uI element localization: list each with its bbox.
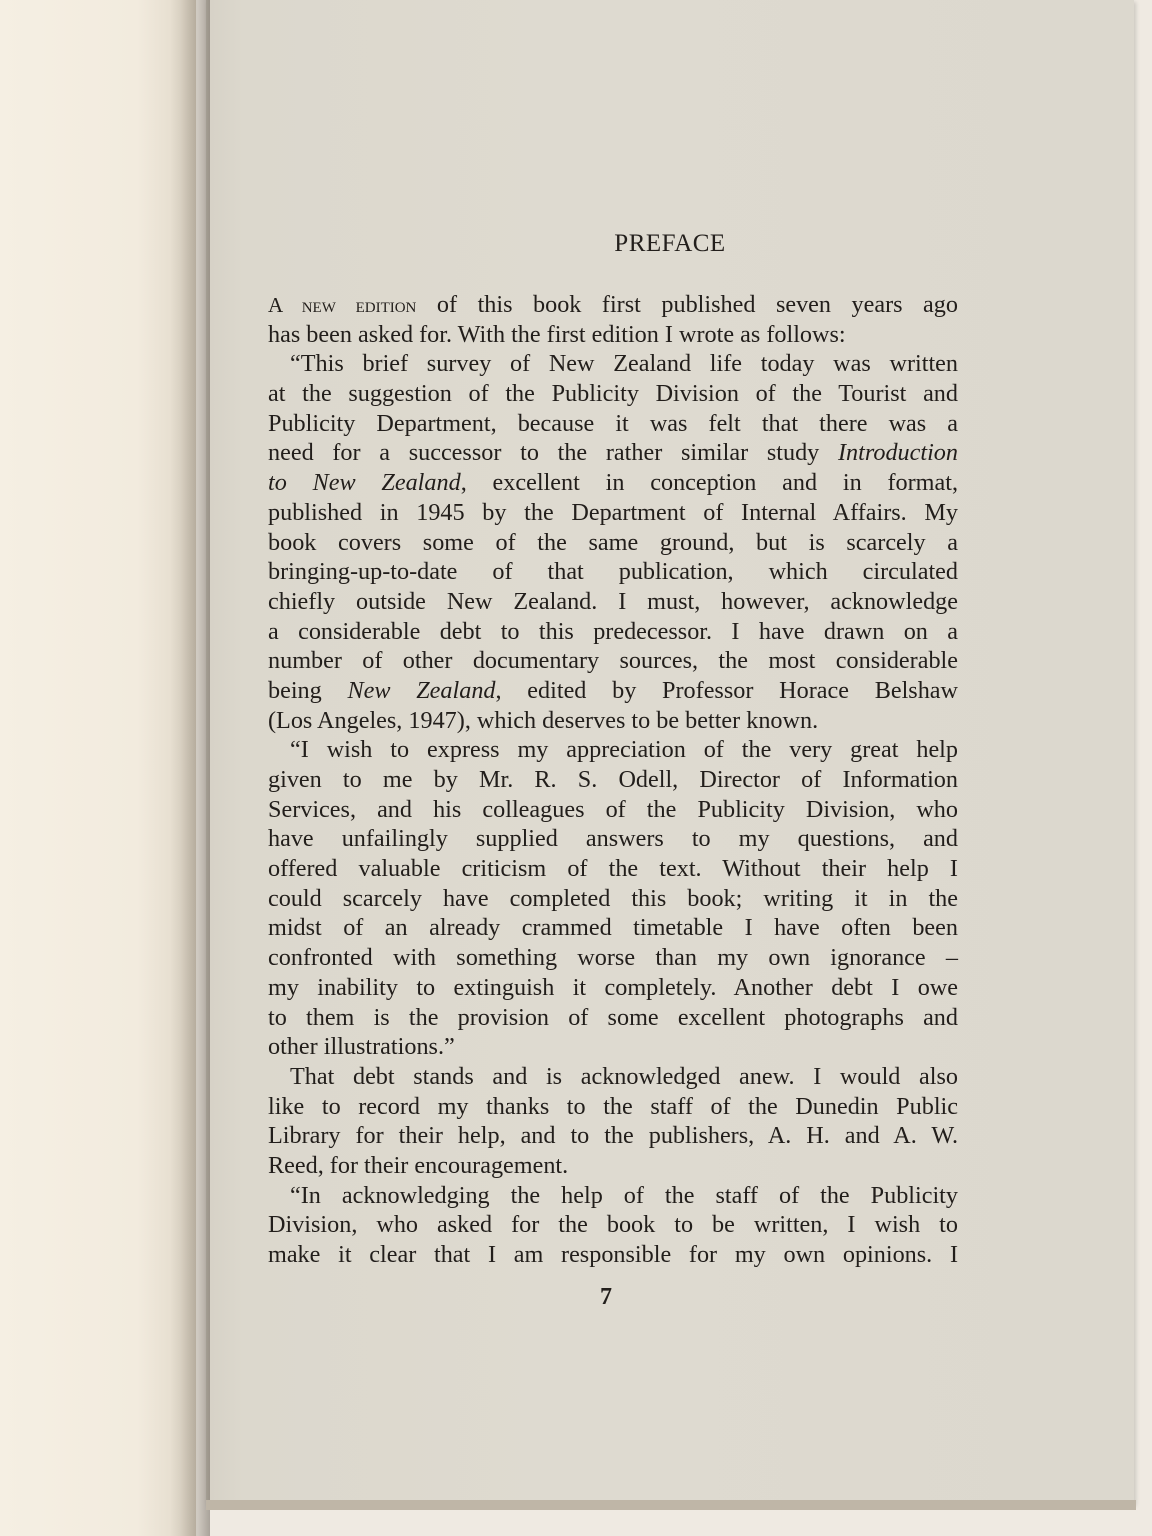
text-segment: at the suggestion of the Publicity Division of the Tourist and	[268, 380, 958, 408]
text-segment: “This brief survey of New Zealand life today was written	[290, 350, 958, 378]
text-segment: Publicity Department, because it was felt that there was a	[268, 409, 958, 437]
text-segment: , excellent in conception and in format,	[460, 469, 958, 497]
text-segment: published in 1945 by the Department of Internal Affairs. My	[268, 498, 958, 526]
preface-body	[268, 290, 958, 1270]
italic-title: New Zealand	[347, 676, 496, 704]
text-line	[268, 1210, 958, 1240]
text-line	[268, 528, 958, 558]
text-line	[268, 557, 958, 587]
text-line	[268, 973, 958, 1003]
text-line	[268, 765, 958, 795]
text-line	[268, 379, 958, 409]
gutter-shadow	[170, 0, 210, 1536]
text-line	[268, 943, 958, 973]
text-segment: , edited by Professor Horace Belshaw	[495, 676, 958, 704]
text-segment: could scarcely have completed this book; writing it in the	[268, 884, 958, 912]
text-line	[268, 587, 958, 617]
text-line	[268, 854, 958, 884]
text-line	[268, 676, 958, 706]
text-segment: Library for their help, and to the publishers, A. H. and A. W.	[268, 1122, 958, 1150]
text-line	[268, 1062, 958, 1092]
italic-title: to New Zealand	[268, 469, 461, 497]
text-line	[268, 498, 958, 528]
text-line	[268, 706, 958, 736]
text-segment: confronted with something worse than my own ignorance –	[268, 944, 958, 972]
text-line	[268, 320, 958, 350]
text-segment: Services, and his colleagues of the Publicity Division, who	[268, 795, 958, 823]
text-segment: of this book first published seven years ago	[416, 291, 958, 318]
text-segment: (Los Angeles, 1947), which deserves to be better known.	[268, 706, 819, 734]
text-line	[268, 349, 958, 379]
text-segment: “I wish to express my appreciation of the very great help	[290, 736, 958, 764]
text-line	[268, 438, 958, 468]
text-line	[268, 1092, 958, 1122]
text-segment: book covers some of the same ground, but is scarcely a	[268, 528, 958, 556]
text-line	[268, 1240, 958, 1270]
text-segment: midst of an already crammed timetable I have often been	[268, 914, 958, 942]
text-segment: Division, who asked for the book to be written, I wish to	[268, 1211, 958, 1239]
text-segment: like to record my thanks to the staff of the Dunedin Public	[268, 1092, 958, 1120]
text-segment: a considerable debt to this predecessor. I have drawn on a	[268, 617, 958, 645]
text-segment: make it clear that I am responsible for my own opinions. I	[268, 1241, 958, 1268]
text-line	[268, 1003, 958, 1033]
text-segment: other illustrations.”	[268, 1033, 455, 1061]
page-title: PREFACE	[614, 230, 726, 257]
text-segment: number of other documentary sources, the most considerable	[268, 647, 958, 675]
text-segment: “In acknowledging the help of the staff of the Publicity	[290, 1181, 958, 1209]
italic-title: Introduction	[837, 439, 958, 467]
text-line	[268, 409, 958, 439]
text-line	[268, 824, 958, 854]
text-line	[268, 913, 958, 943]
text-segment: given to me by Mr. R. S. Odell, Director of Information	[268, 766, 958, 793]
text-line	[268, 1151, 958, 1181]
text-line	[268, 617, 958, 647]
text-line	[268, 468, 958, 498]
text-segment: to them is the provision of some excellent photographs and	[268, 1003, 958, 1031]
text-segment: bringing-up-to-date of that publication, which circulated	[268, 558, 958, 586]
text-segment: has been asked for. With the first edition I wrote as follows:	[268, 320, 846, 348]
text-line	[268, 1181, 958, 1211]
text-line	[268, 1032, 958, 1062]
text-line	[268, 795, 958, 825]
text-segment: offered valuable criticism of the text. Without their help I	[268, 855, 958, 883]
text-segment: chiefly outside New Zealand. I must, however, acknowledge	[268, 587, 958, 615]
page-bottom-edge	[206, 1500, 1136, 1510]
text-line	[268, 735, 958, 765]
text-segment: my inability to extinguish it completely. Another debt I owe	[268, 973, 958, 1001]
text-line	[268, 1121, 958, 1151]
text-segment: being	[268, 676, 348, 704]
text-line	[268, 646, 958, 676]
text-line	[268, 884, 958, 914]
text-segment: That debt stands and is acknowledged anew. I would also	[290, 1062, 958, 1090]
left-page	[0, 0, 196, 1536]
text-segment: need for a successor to the rather similar study	[268, 439, 838, 467]
text-segment: Reed, for their encouragement.	[268, 1151, 569, 1179]
page-number: 7	[600, 1284, 612, 1310]
text-segment: A new edition	[268, 293, 417, 317]
text-line	[268, 290, 958, 320]
text-segment: have unfailingly supplied answers to my questions, and	[268, 825, 958, 853]
